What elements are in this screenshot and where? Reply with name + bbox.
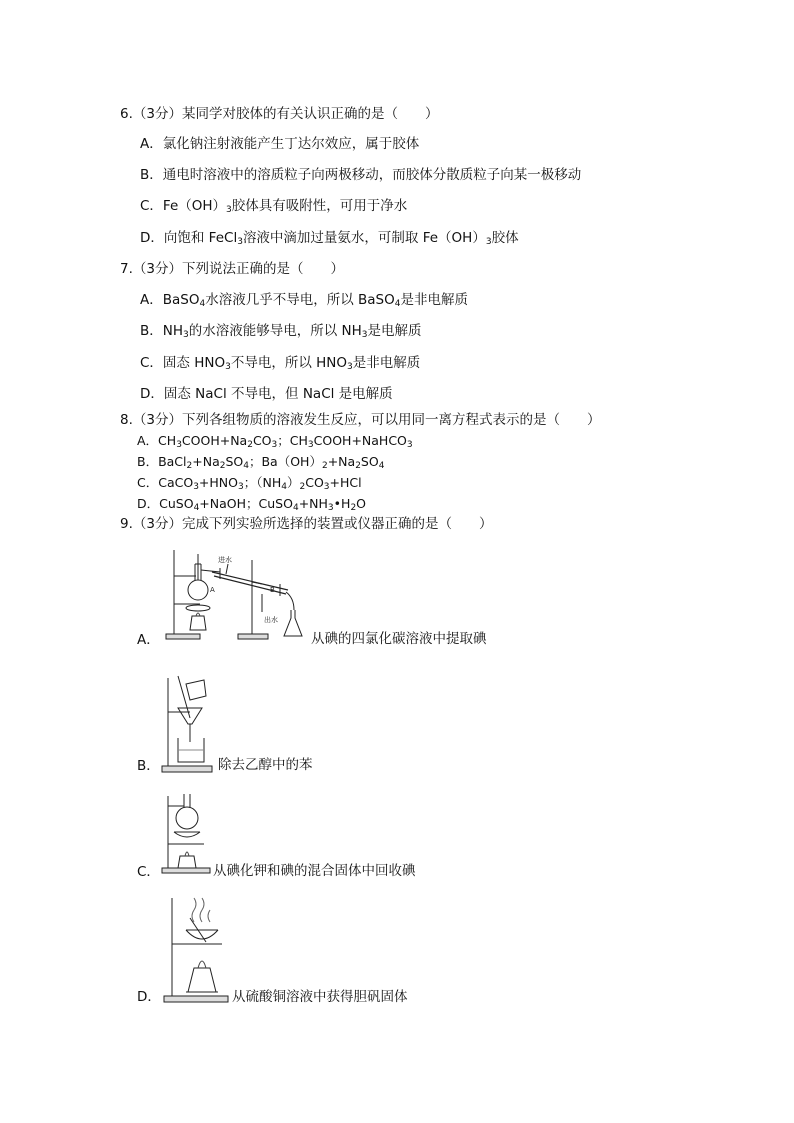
q9-option-a-caption: 从碘的四氯化碳溶液中提取碘 <box>311 631 487 647</box>
q7-option-d: D．固态 NaCl 不导电，但 NaCl 是电解质 <box>140 386 393 402</box>
q9-option-c-label: C． <box>137 864 160 880</box>
q9-stem: 9.（3分）完成下列实验所选择的装置或仪器正确的是（ ） <box>120 516 493 532</box>
q6-option-c: C．$Fe(OH)_3$胶体具有吸附性，可用于净水 <box>140 198 408 215</box>
q6-option-b: B．通电时溶液中的溶质粒子向两极移动，而胶体分散质粒子向某一极移动 <box>140 167 582 183</box>
q6-option-d: D．向饱和 FeCl$_3$溶液中滴加过量氨水，可制取 $Fe(OH)_3$胶体 <box>140 230 519 247</box>
fig-label-a: A <box>210 586 215 594</box>
q7-stem: 7.（3分）下列说法正确的是（ ） <box>120 261 344 277</box>
q8-option-a: A．$CH_3COOH+Na_2CO_3$；$CH_3COOH+NaHCO_3$ <box>137 433 413 450</box>
sublimation-apparatus-figure <box>160 792 212 876</box>
q9-option-c-caption: 从碘化钾和碘的混合固体中回收碘 <box>213 863 416 879</box>
q7-option-c: C．固态 $HNO_3$不导电，所以 $HNO_3$是非电解质 <box>140 355 421 372</box>
q8-stem: 8.（3分）下列各组物质的溶液发生反应，可以用同一离方程式表示的是（ ） <box>120 412 601 428</box>
q9-option-a-label: A． <box>137 632 160 648</box>
q6-stem: 6.（3分）某同学对胶体的有关认识正确的是（ ） <box>120 106 439 122</box>
fig-label-inlet: 进水 <box>218 556 232 564</box>
q9-option-d-caption: 从硫酸铜溶液中获得胆矾固体 <box>232 989 408 1005</box>
q9-option-b-caption: 除去乙醇中的苯 <box>218 757 313 773</box>
q6-option-a: A．氯化钠注射液能产生丁达尔效应，属于胶体 <box>140 136 420 152</box>
q8-option-c: C．$CaCO_3+HNO_3$；$(NH_4)_2CO_3+HCl$ <box>137 475 362 492</box>
q8-option-d: D．CuSO$_4$+NaOH；$CuSO_4+NH_3•H_2O$ <box>137 496 367 513</box>
q9-option-b-label: B． <box>137 758 160 774</box>
evaporation-apparatus-figure <box>160 896 232 1006</box>
q7-option-a: A．BaSO$_4$水溶液几乎不导电，所以 BaSO$_4$是非电解质 <box>140 292 468 309</box>
q7-option-b: B．$NH_3$的水溶液能够导电，所以 $NH_3$是电解质 <box>140 323 422 340</box>
q8-option-b: B．$BaCl_2+Na_2SO_4$；$Ba(OH)_2+Na_2SO_4$ <box>137 454 385 471</box>
fig-label-b: B <box>270 586 275 594</box>
q9-option-d-label: D． <box>137 989 161 1005</box>
fig-label-outlet: 出水 <box>264 616 278 624</box>
filtration-apparatus-figure <box>160 672 214 776</box>
distillation-apparatus-figure <box>162 546 304 644</box>
